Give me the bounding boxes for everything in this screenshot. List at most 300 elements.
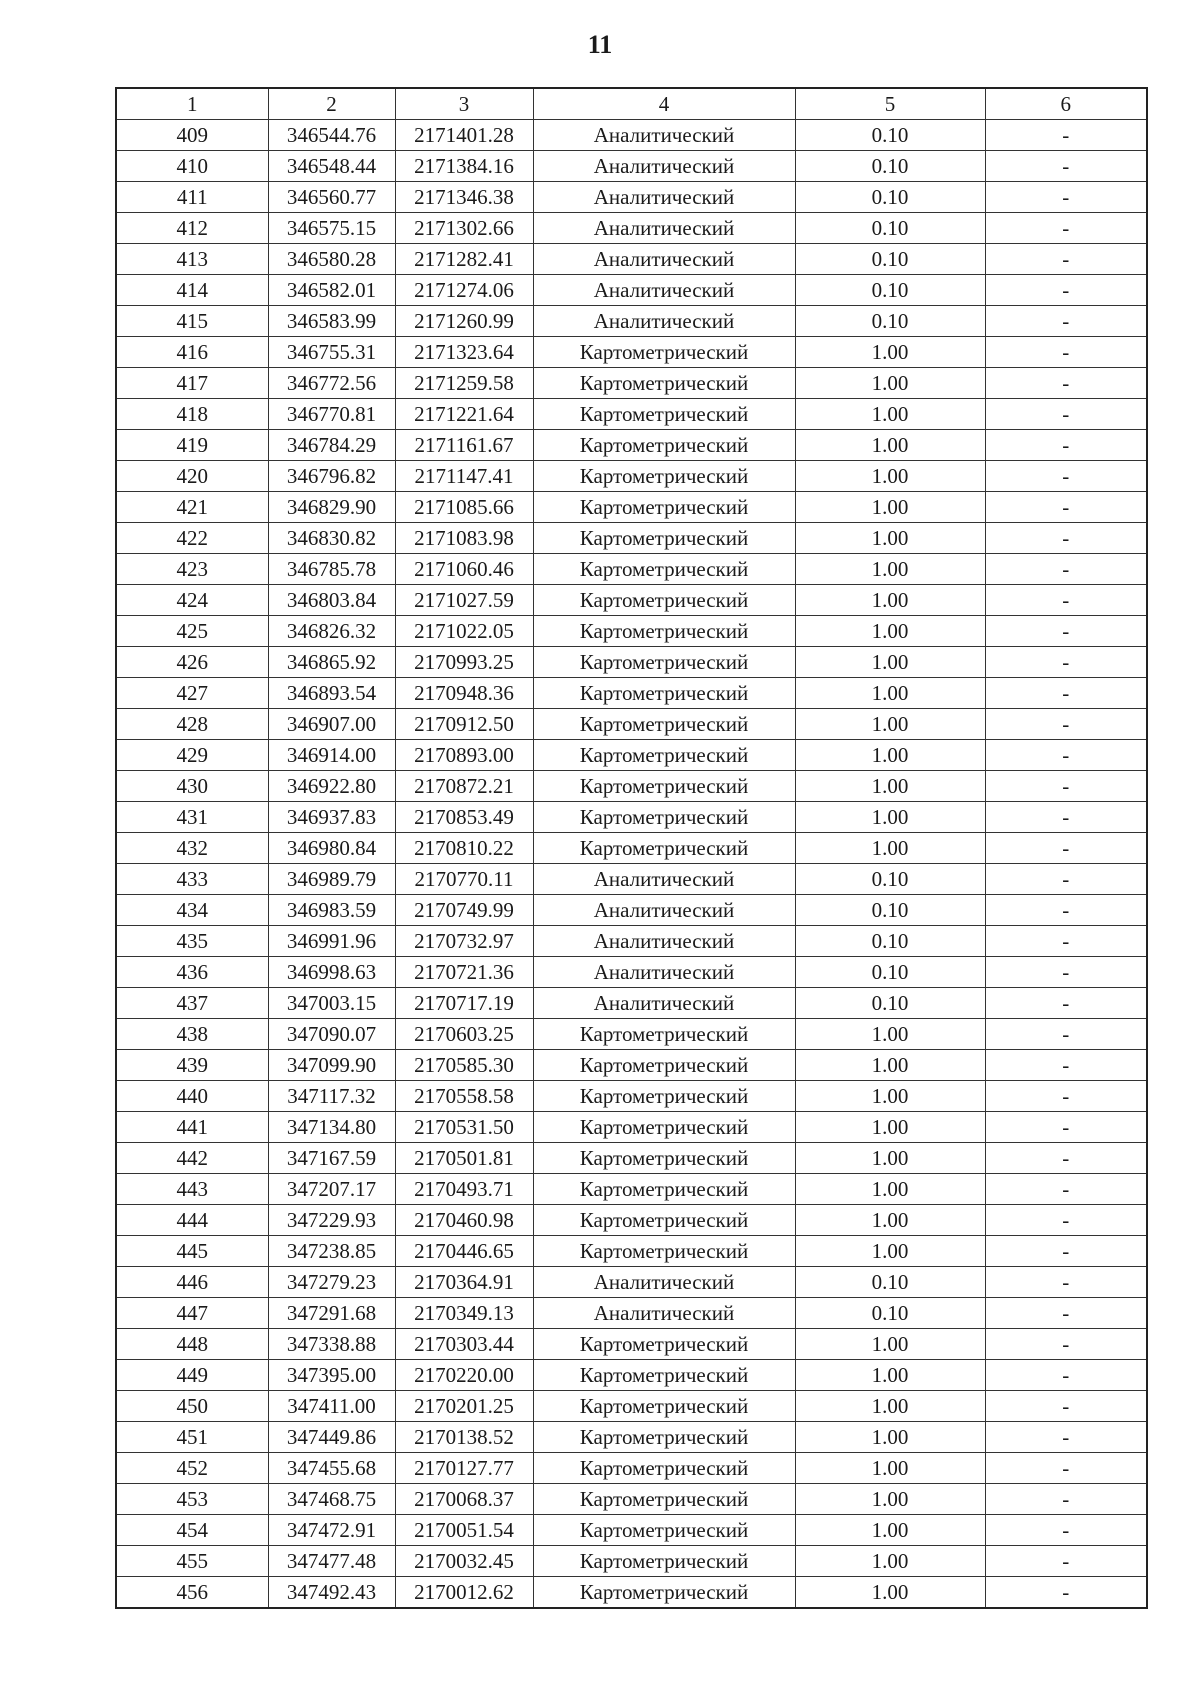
table-cell: 427 (116, 678, 268, 709)
table-row (116, 306, 1147, 337)
table-cell: - (985, 523, 1147, 554)
table-cell: 1.00 (795, 554, 985, 585)
table-cell: - (985, 616, 1147, 647)
table-cell: Картометрический (533, 1050, 795, 1081)
table-cell: 0.10 (795, 895, 985, 926)
table-cell: - (985, 1112, 1147, 1143)
table-row (116, 988, 1147, 1019)
table-cell: 0.10 (795, 244, 985, 275)
table-row (116, 461, 1147, 492)
table-row (116, 337, 1147, 368)
column-header: 5 (795, 88, 985, 120)
table-cell: - (985, 120, 1147, 151)
table-row (116, 275, 1147, 306)
table-cell: 2171323.64 (395, 337, 533, 368)
table-cell: 1.00 (795, 647, 985, 678)
table-cell: 0.10 (795, 306, 985, 337)
table-row (116, 1019, 1147, 1050)
table-cell: 446 (116, 1267, 268, 1298)
table-cell: - (985, 368, 1147, 399)
table-cell: - (985, 1484, 1147, 1515)
table-row (116, 1112, 1147, 1143)
table-cell: 455 (116, 1546, 268, 1577)
table-cell: 347492.43 (268, 1577, 395, 1609)
table-cell: 2171027.59 (395, 585, 533, 616)
table-cell: Картометрический (533, 740, 795, 771)
table-cell: 347291.68 (268, 1298, 395, 1329)
table-cell: 1.00 (795, 740, 985, 771)
table-cell: 347455.68 (268, 1453, 395, 1484)
table-cell: 2170501.81 (395, 1143, 533, 1174)
table-cell: 346998.63 (268, 957, 395, 988)
table-cell: 445 (116, 1236, 268, 1267)
table-cell: 1.00 (795, 1546, 985, 1577)
table-cell: 441 (116, 1112, 268, 1143)
table-cell: 440 (116, 1081, 268, 1112)
table-cell: 413 (116, 244, 268, 275)
table-row (116, 151, 1147, 182)
table-cell: Картометрический (533, 1236, 795, 1267)
table-cell: Картометрический (533, 709, 795, 740)
table-cell: - (985, 864, 1147, 895)
table-cell: Картометрический (533, 678, 795, 709)
table-cell: 422 (116, 523, 268, 554)
table-row (116, 1577, 1147, 1609)
table-cell: 2170032.45 (395, 1546, 533, 1577)
table-cell: 346548.44 (268, 151, 395, 182)
column-header: 4 (533, 88, 795, 120)
table-cell: 347468.75 (268, 1484, 395, 1515)
table-cell: Картометрический (533, 1143, 795, 1174)
table-cell: 346796.82 (268, 461, 395, 492)
table-row (116, 523, 1147, 554)
table-cell: 0.10 (795, 864, 985, 895)
table-cell: - (985, 1391, 1147, 1422)
table-cell: - (985, 988, 1147, 1019)
table-cell: 435 (116, 926, 268, 957)
table-cell: Картометрический (533, 585, 795, 616)
table-cell: 1.00 (795, 678, 985, 709)
table-cell: - (985, 337, 1147, 368)
table-cell: 346829.90 (268, 492, 395, 523)
table-cell: 1.00 (795, 492, 985, 523)
table-cell: 1.00 (795, 1484, 985, 1515)
table-cell: 1.00 (795, 833, 985, 864)
table-cell: 432 (116, 833, 268, 864)
table-cell: 1.00 (795, 1360, 985, 1391)
table-row (116, 1174, 1147, 1205)
table-row (116, 647, 1147, 678)
table-cell: - (985, 1205, 1147, 1236)
table-cell: 347395.00 (268, 1360, 395, 1391)
table-cell: 448 (116, 1329, 268, 1360)
table-cell: 347279.23 (268, 1267, 395, 1298)
table-cell: 347411.00 (268, 1391, 395, 1422)
table-row (116, 182, 1147, 213)
table-row (116, 709, 1147, 740)
table-cell: 1.00 (795, 1019, 985, 1050)
table-cell: - (985, 709, 1147, 740)
column-header: 2 (268, 88, 395, 120)
table-cell: - (985, 1236, 1147, 1267)
table-cell: Картометрический (533, 802, 795, 833)
table-cell: 1.00 (795, 368, 985, 399)
table-cell: 430 (116, 771, 268, 802)
table-cell: Аналитический (533, 120, 795, 151)
table-row (116, 1205, 1147, 1236)
table-cell: 443 (116, 1174, 268, 1205)
table-cell: 0.10 (795, 1267, 985, 1298)
table-cell: 347449.86 (268, 1422, 395, 1453)
table-row (116, 585, 1147, 616)
table-cell: 0.10 (795, 275, 985, 306)
table-cell: Картометрический (533, 1484, 795, 1515)
table-cell: - (985, 430, 1147, 461)
table-cell: Картометрический (533, 1081, 795, 1112)
table-cell: Картометрический (533, 461, 795, 492)
table-cell: 346830.82 (268, 523, 395, 554)
table-cell: Аналитический (533, 275, 795, 306)
table-cell: - (985, 275, 1147, 306)
table-cell: - (985, 833, 1147, 864)
table-cell: Картометрический (533, 1360, 795, 1391)
table-row (116, 1298, 1147, 1329)
table-row (116, 771, 1147, 802)
table-cell: 347134.80 (268, 1112, 395, 1143)
table-cell: 444 (116, 1205, 268, 1236)
table-cell: - (985, 213, 1147, 244)
table-cell: 2171282.41 (395, 244, 533, 275)
table-cell: - (985, 771, 1147, 802)
table-cell: 2171401.28 (395, 120, 533, 151)
table-cell: 2170531.50 (395, 1112, 533, 1143)
table-cell: 454 (116, 1515, 268, 1546)
table-cell: 409 (116, 120, 268, 151)
table-cell: 414 (116, 275, 268, 306)
table-cell: 347167.59 (268, 1143, 395, 1174)
table-cell: Картометрический (533, 1112, 795, 1143)
table-cell: 346755.31 (268, 337, 395, 368)
table-cell: 1.00 (795, 1143, 985, 1174)
table-cell: 419 (116, 430, 268, 461)
table-cell: - (985, 182, 1147, 213)
table-cell: 346989.79 (268, 864, 395, 895)
table-cell: 2170364.91 (395, 1267, 533, 1298)
table-cell: 347238.85 (268, 1236, 395, 1267)
table-cell: Картометрический (533, 337, 795, 368)
table-cell: 346914.00 (268, 740, 395, 771)
table-row (116, 1050, 1147, 1081)
table-cell: 1.00 (795, 1453, 985, 1484)
table-cell: 424 (116, 585, 268, 616)
table-cell: Аналитический (533, 1267, 795, 1298)
table-cell: Картометрический (533, 1577, 795, 1609)
table-row (116, 957, 1147, 988)
table-cell: 1.00 (795, 616, 985, 647)
table-row (116, 1422, 1147, 1453)
table-cell: - (985, 895, 1147, 926)
table-cell: 2171022.05 (395, 616, 533, 647)
table-row (116, 616, 1147, 647)
table-cell: 347117.32 (268, 1081, 395, 1112)
table-cell: 434 (116, 895, 268, 926)
table-cell: 347207.17 (268, 1174, 395, 1205)
table-header (116, 88, 1147, 120)
column-header: 1 (116, 88, 268, 120)
table-row (116, 833, 1147, 864)
table-cell: 0.10 (795, 120, 985, 151)
table-cell: Картометрический (533, 616, 795, 647)
table-cell: 423 (116, 554, 268, 585)
table-row (116, 678, 1147, 709)
table-cell: 1.00 (795, 1174, 985, 1205)
table-cell: - (985, 461, 1147, 492)
table-cell: 1.00 (795, 802, 985, 833)
table-row (116, 1453, 1147, 1484)
table-cell: 0.10 (795, 151, 985, 182)
table-cell: 1.00 (795, 523, 985, 554)
table-cell: 456 (116, 1577, 268, 1609)
table-cell: 2170220.00 (395, 1360, 533, 1391)
table-row (116, 740, 1147, 771)
table-cell: 2170138.52 (395, 1422, 533, 1453)
table-cell: 2170717.19 (395, 988, 533, 1019)
table-row (116, 1546, 1147, 1577)
table-cell: Картометрический (533, 1174, 795, 1205)
table-cell: 2170127.77 (395, 1453, 533, 1484)
table-cell: 447 (116, 1298, 268, 1329)
table-cell: 346784.29 (268, 430, 395, 461)
table-cell: 0.10 (795, 182, 985, 213)
table-body (116, 120, 1147, 1609)
table-cell: 420 (116, 461, 268, 492)
table-cell: 451 (116, 1422, 268, 1453)
table-row (116, 430, 1147, 461)
table-cell: 1.00 (795, 1236, 985, 1267)
table-cell: Картометрический (533, 430, 795, 461)
table-cell: 1.00 (795, 709, 985, 740)
table-row (116, 1391, 1147, 1422)
table-cell: 2171346.38 (395, 182, 533, 213)
table-cell: 428 (116, 709, 268, 740)
table-cell: 1.00 (795, 585, 985, 616)
table-cell: 2170732.97 (395, 926, 533, 957)
table-cell: 1.00 (795, 399, 985, 430)
table-cell: 346980.84 (268, 833, 395, 864)
table-cell: 2171260.99 (395, 306, 533, 337)
table-cell: 436 (116, 957, 268, 988)
table-cell: - (985, 1019, 1147, 1050)
table-cell: 346583.99 (268, 306, 395, 337)
table-cell: 438 (116, 1019, 268, 1050)
table-cell: 412 (116, 213, 268, 244)
page-number: 11 (587, 30, 613, 59)
table-row (116, 213, 1147, 244)
table-cell: Картометрический (533, 1515, 795, 1546)
table-cell: 1.00 (795, 1422, 985, 1453)
table-row (116, 1143, 1147, 1174)
table-cell: - (985, 647, 1147, 678)
table-cell: 2170051.54 (395, 1515, 533, 1546)
table-row (116, 492, 1147, 523)
table-cell: Картометрический (533, 1546, 795, 1577)
table-cell: Аналитический (533, 988, 795, 1019)
table-cell: 1.00 (795, 1329, 985, 1360)
table-cell: - (985, 1050, 1147, 1081)
table-cell: 417 (116, 368, 268, 399)
table-cell: - (985, 1298, 1147, 1329)
table-cell: 2170603.25 (395, 1019, 533, 1050)
table-cell: Картометрический (533, 492, 795, 523)
table-cell: Картометрический (533, 1391, 795, 1422)
table-cell: Картометрический (533, 1329, 795, 1360)
table-cell: 346582.01 (268, 275, 395, 306)
table-cell: - (985, 1360, 1147, 1391)
table-cell: 346803.84 (268, 585, 395, 616)
table-cell: Картометрический (533, 399, 795, 430)
table-cell: Аналитический (533, 1298, 795, 1329)
table-row (116, 895, 1147, 926)
table-cell: 429 (116, 740, 268, 771)
table-cell: 1.00 (795, 1391, 985, 1422)
table-cell: - (985, 1453, 1147, 1484)
table-cell: Аналитический (533, 244, 795, 275)
table-cell: 2170201.25 (395, 1391, 533, 1422)
table-cell: - (985, 1577, 1147, 1609)
column-header: 3 (395, 88, 533, 120)
table-cell: 1.00 (795, 337, 985, 368)
table-cell: Картометрический (533, 647, 795, 678)
table-cell: 2170012.62 (395, 1577, 533, 1609)
table-cell: 2170585.30 (395, 1050, 533, 1081)
table-cell: - (985, 1546, 1147, 1577)
table-cell: 2170912.50 (395, 709, 533, 740)
table-row (116, 368, 1147, 399)
table-cell: 347003.15 (268, 988, 395, 1019)
table-row (116, 926, 1147, 957)
table-cell: - (985, 1515, 1147, 1546)
table-cell: 2170068.37 (395, 1484, 533, 1515)
table-cell: Картометрический (533, 554, 795, 585)
table-cell: 346785.78 (268, 554, 395, 585)
table-cell: 0.10 (795, 1298, 985, 1329)
table-cell: Аналитический (533, 926, 795, 957)
table-cell: - (985, 1143, 1147, 1174)
table-cell: 411 (116, 182, 268, 213)
table-cell: Аналитический (533, 864, 795, 895)
table-row (116, 399, 1147, 430)
table-cell: 2170303.44 (395, 1329, 533, 1360)
table-cell: 1.00 (795, 1515, 985, 1546)
table-cell: Картометрический (533, 1453, 795, 1484)
table-cell: 415 (116, 306, 268, 337)
table-row (116, 1484, 1147, 1515)
table-cell: Картометрический (533, 368, 795, 399)
table-cell: Аналитический (533, 182, 795, 213)
table-cell: 346991.96 (268, 926, 395, 957)
table-cell: 346575.15 (268, 213, 395, 244)
table-cell: 1.00 (795, 1577, 985, 1609)
table-cell: 346907.00 (268, 709, 395, 740)
table-cell: 347229.93 (268, 1205, 395, 1236)
table-cell: 347090.07 (268, 1019, 395, 1050)
table-row (116, 1267, 1147, 1298)
table-cell: 452 (116, 1453, 268, 1484)
table-cell: 437 (116, 988, 268, 1019)
table-cell: Картометрический (533, 833, 795, 864)
table-cell: 2170446.65 (395, 1236, 533, 1267)
table-cell: Аналитический (533, 306, 795, 337)
table-cell: - (985, 1329, 1147, 1360)
table-cell: - (985, 554, 1147, 585)
table-cell: 2170721.36 (395, 957, 533, 988)
table-cell: Аналитический (533, 957, 795, 988)
table-cell: 2170770.11 (395, 864, 533, 895)
table-cell: Аналитический (533, 895, 795, 926)
table-cell: 347338.88 (268, 1329, 395, 1360)
table-cell: - (985, 678, 1147, 709)
table-cell: 346865.92 (268, 647, 395, 678)
table-cell: 1.00 (795, 461, 985, 492)
table-cell: 2170853.49 (395, 802, 533, 833)
table-cell: - (985, 151, 1147, 182)
table-cell: - (985, 1174, 1147, 1205)
table-cell: Аналитический (533, 213, 795, 244)
table-row (116, 864, 1147, 895)
table-cell: - (985, 244, 1147, 275)
table-cell: - (985, 1081, 1147, 1112)
table-cell: 421 (116, 492, 268, 523)
table-row (116, 1236, 1147, 1267)
table-cell: 347477.48 (268, 1546, 395, 1577)
table-cell: 0.10 (795, 926, 985, 957)
table-cell: 346544.76 (268, 120, 395, 151)
table-cell: 2170948.36 (395, 678, 533, 709)
table-cell: 2170872.21 (395, 771, 533, 802)
table-cell: 346893.54 (268, 678, 395, 709)
table-cell: 1.00 (795, 1050, 985, 1081)
table-cell: - (985, 957, 1147, 988)
table-cell: 346826.32 (268, 616, 395, 647)
table-row (116, 554, 1147, 585)
table-cell: 2170349.13 (395, 1298, 533, 1329)
table-row (116, 1360, 1147, 1391)
table-cell: 453 (116, 1484, 268, 1515)
table-cell: Аналитический (533, 151, 795, 182)
table-cell: 346580.28 (268, 244, 395, 275)
table-cell: 416 (116, 337, 268, 368)
table-cell: 2171259.58 (395, 368, 533, 399)
table-cell: - (985, 740, 1147, 771)
table-cell: 2171147.41 (395, 461, 533, 492)
table-row (116, 1329, 1147, 1360)
table-cell: 0.10 (795, 957, 985, 988)
table-cell: 2170493.71 (395, 1174, 533, 1205)
table-cell: 1.00 (795, 1081, 985, 1112)
table-cell: - (985, 492, 1147, 523)
table-cell: 2171060.46 (395, 554, 533, 585)
table-cell: 346560.77 (268, 182, 395, 213)
table-cell: 0.10 (795, 988, 985, 1019)
table-cell: 347099.90 (268, 1050, 395, 1081)
table-cell: 1.00 (795, 430, 985, 461)
table-cell: 2171085.66 (395, 492, 533, 523)
table-cell: 431 (116, 802, 268, 833)
table-row (116, 802, 1147, 833)
coordinates-table (115, 87, 1148, 1609)
table-cell: 346983.59 (268, 895, 395, 926)
table-cell: - (985, 1422, 1147, 1453)
